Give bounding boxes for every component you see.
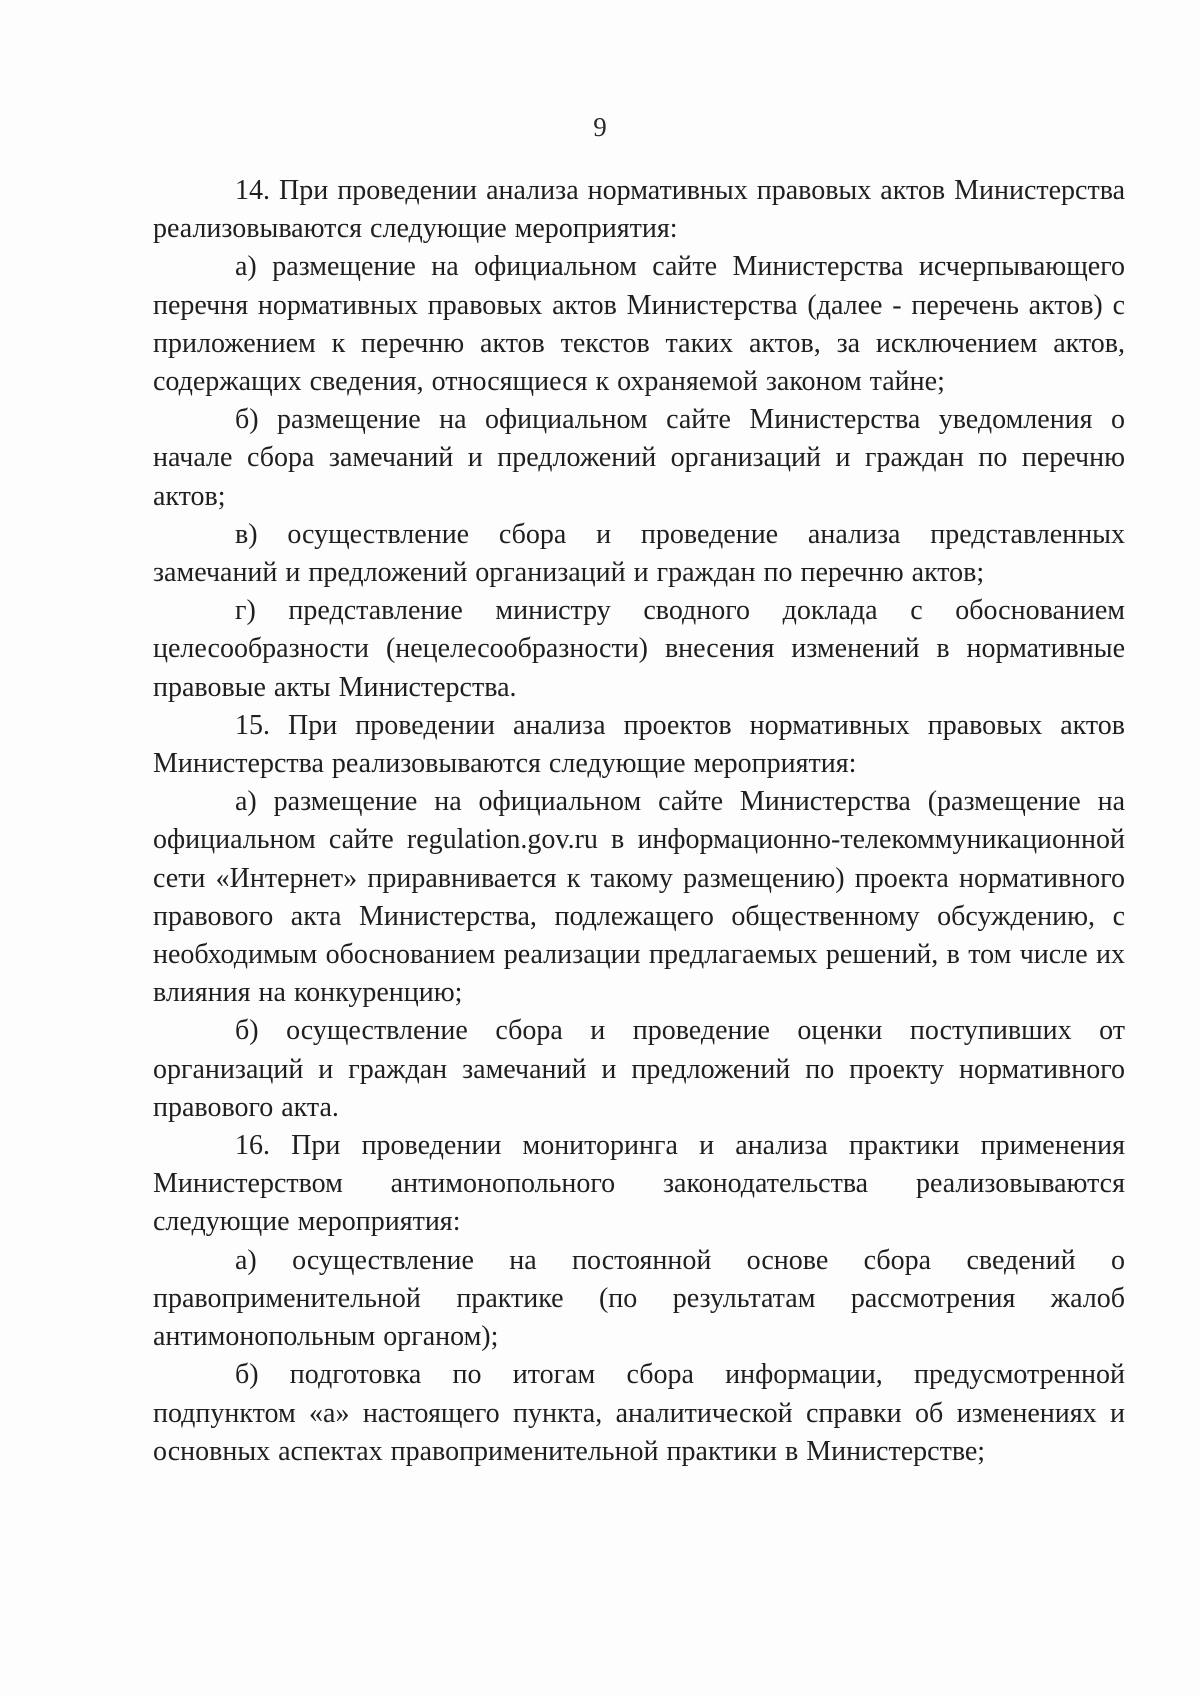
paragraph-14-b: б) размещение на официальном сайте Министерства уведомления о начале сбора замечаний и предложений организаций и граждан по перечню актов;	[153, 404, 1125, 512]
paragraph-14-g: г) представление министру сводного доклада с обоснованием целесообразности (нецелесообразности) внесения изменений в нормативные правовые акты Министерства.	[153, 595, 1125, 703]
paragraph-16-a: а) осуществление на постоянной основе сбора сведений о правоприменительной практике (по результатам рассмотрения жалоб антимонопольным органом);	[153, 1244, 1125, 1353]
paragraph-14: 14. При проведении анализа нормативных правовых актов Министерства реализовываются следующие мероприятия:	[153, 175, 1125, 245]
paragraph-15-a: а) размещение на официальном сайте Министерства (размещение на официальном сайте regulation.gov.ru в информационно-телекоммуникационной сети «Интернет» приравнивается к такому размещению) проекта нормативного правового акта Министерства, подлежащего общественному обсуждению, с необходимым обоснованием реализации предлагаемых решений, в том числе их влияния на конкуренцию;	[153, 786, 1125, 1009]
paragraph-14-v: в) осуществление сбора и проведение анализа представленных замечаний и предложений организаций и граждан по перечню актов;	[153, 518, 1125, 589]
page-number: 9	[593, 112, 607, 142]
paragraph-14-a: а) размещение на официальном сайте Министерства исчерпывающего перечня нормативных правовых актов Министерства (далее - перечень актов) с приложением к перечню актов текстов таких актов, за исключением актов, содержащих сведения, относящиеся к охраняемой законом тайне;	[153, 251, 1125, 398]
paragraph-16-b: б) подготовка по итогам сбора информации, предусмотренной подпунктом «а» настоящего пункта, аналитической справки об изменениях и основных аспектах правоприменительной практики в Министерстве;	[153, 1359, 1125, 1467]
paragraph-15-b: б) осуществление сбора и проведение оценки поступивших от организаций и граждан замечаний и предложений по проекту нормативного правового акта.	[153, 1015, 1125, 1123]
document-body	[153, 172, 1125, 1471]
paragraph-15: 15. При проведении анализа проектов нормативных правовых актов Министерства реализовываются следующие мероприятия:	[153, 709, 1125, 780]
paragraph-16: 16. При проведении мониторинга и анализа практики применения Министерством антимонопольного законодательства реализовываются следующие мероприятия:	[153, 1130, 1125, 1238]
